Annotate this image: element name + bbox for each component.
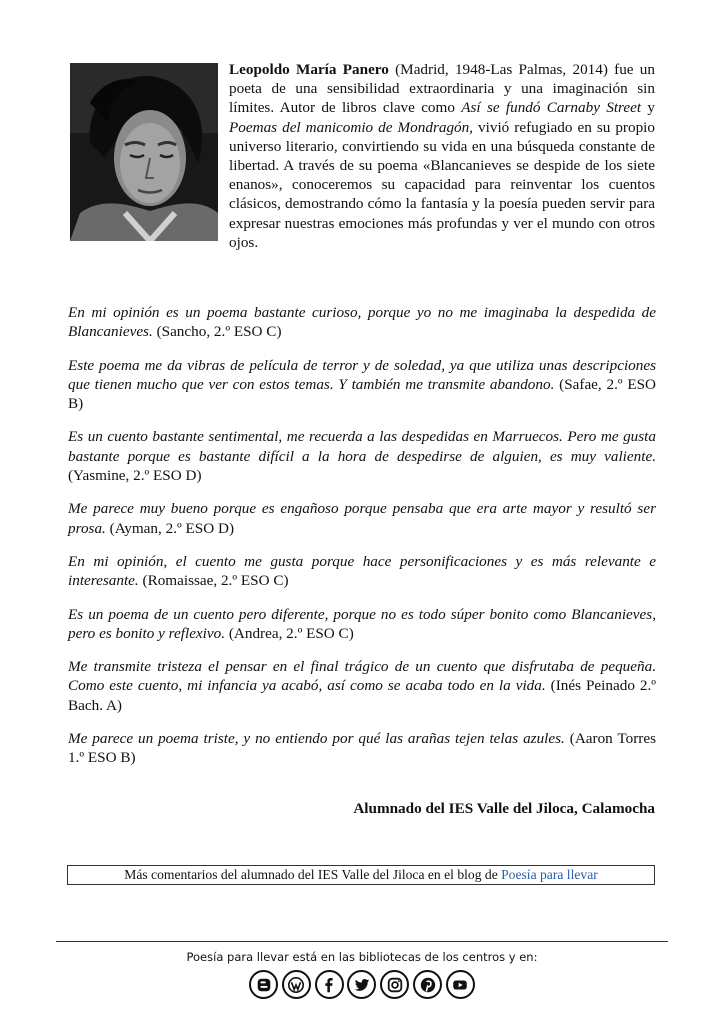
comment bbox=[68, 356, 656, 414]
bio-text: , vivió refugiado en su propio universo literario, convirtiendo su vida en una búsqueda constante de libertad. A través de su poema «Blancanieves se despide de los siete enanos», conoceremos su capacidad para reinventar los cuentos clásicos, demostrando cómo la fantasía y la poesía pueden servir para expresar nuestras emociones más profundas y ver el mundo con otros ojos. bbox=[229, 118, 655, 251]
book-title: Así se fundó Carnaby Street bbox=[461, 99, 642, 117]
comment bbox=[68, 729, 656, 768]
comment-quote: Me parece un poema triste, y no entiendo por qué las arañas tejen telas azules. bbox=[68, 730, 565, 748]
author-portrait bbox=[70, 63, 218, 241]
instagram-icon[interactable] bbox=[380, 970, 409, 999]
comment-author: (Andrea, 2.º ESO C) bbox=[225, 624, 354, 642]
comment-author: (Sancho, 2.º ESO C) bbox=[152, 323, 282, 341]
wordpress-icon[interactable] bbox=[282, 970, 311, 999]
comment-quote: En mi opinión, el cuento me gusta porque hace personificaciones y es más relevante e interesante. bbox=[68, 552, 656, 590]
footer-text: Poesía para llevar está en las bibliotecas de los centros y en: bbox=[186, 950, 538, 964]
comment bbox=[68, 605, 656, 644]
bio-text: (Madrid, 1948-Las Palmas, 2014) fue un poeta de una sensibilidad extraordinaria y una imaginación sin límites. Autor de libros clave como bbox=[229, 61, 655, 117]
comment-quote: Es un cuento bastante sentimental, me recuerda a las despedidas en Marruecos. Pero me gusta bastante porque es bastante difícil a la hora de despedirse de alguien, es muy valiente. bbox=[68, 428, 656, 465]
comment-quote: Me transmite tristeza el pensar en el final trágico de un cuento que disfrutaba de pequeña. Como este cuento, mi infancia ya acabó, así como se acaba todo en la vida. bbox=[68, 658, 656, 695]
more-comments-text: Más comentarios del alumnado del IES Valle del Jiloca en el blog de bbox=[124, 867, 502, 882]
comment bbox=[68, 552, 656, 591]
comment-author: (Safae, 2.º ESO B) bbox=[68, 375, 657, 413]
facebook-icon[interactable] bbox=[315, 970, 344, 999]
social-icons bbox=[249, 970, 475, 1002]
comment bbox=[68, 303, 656, 342]
comment bbox=[68, 657, 656, 715]
book-title: Poemas del manicomio de Mondragón bbox=[229, 118, 470, 136]
comment-author: (Yasmine, 2.º ESO D) bbox=[68, 467, 202, 485]
comment-quote: En mi opinión es un poema bastante curioso, porque yo no me imaginaba la despedida de Blancanieves. bbox=[68, 304, 656, 341]
bio-text: y bbox=[641, 99, 656, 117]
comment-author: (Inés Peinado 2.º Bach. A) bbox=[68, 677, 656, 714]
comment-author: (Romaissae, 2.º ESO C) bbox=[138, 572, 289, 590]
pinterest-icon[interactable] bbox=[413, 970, 442, 999]
comment-quote: Me parece muy bueno porque es engañoso porque pensaba que era arte mayor y resultó ser prosa. bbox=[68, 500, 656, 537]
twitter-icon[interactable] bbox=[347, 970, 376, 999]
comment-quote: Este poema me da vibras de película de terror y de soledad, ya que utiliza unas descripciones que tienen mucho que ver con estos temas. Y también me transmite abandono. bbox=[68, 356, 656, 393]
footer-divider bbox=[56, 941, 668, 942]
youtube-icon[interactable] bbox=[446, 970, 475, 999]
blogger-icon[interactable] bbox=[249, 970, 278, 999]
student-comments bbox=[68, 303, 656, 782]
signature: Alumnado del IES Valle del Jiloca, Calamocha bbox=[353, 800, 655, 817]
blog-link[interactable]: Poesía para llevar bbox=[501, 867, 598, 882]
comment-author: (Aaron Torres 1.º ESO B) bbox=[68, 730, 656, 767]
more-comments-box bbox=[67, 865, 655, 885]
author-bio bbox=[229, 60, 655, 252]
comment bbox=[68, 427, 656, 485]
comment-author: (Ayman, 2.º ESO D) bbox=[105, 519, 235, 537]
comment-quote: Es un poema de un cuento pero diferente, porque no es todo súper bonito como Blancanieves, pero es bonito y reflexivo. bbox=[68, 605, 656, 642]
author-name: Leopoldo María Panero bbox=[229, 61, 389, 78]
comment bbox=[68, 499, 656, 538]
